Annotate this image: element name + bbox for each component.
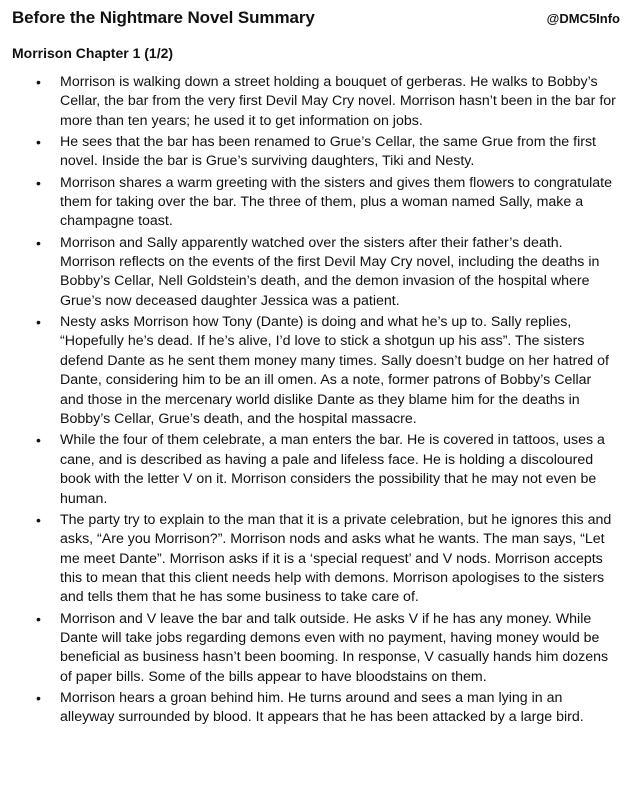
document-title: Before the Nightmare Novel Summary bbox=[12, 8, 315, 27]
bullet-icon: • bbox=[36, 234, 41, 251]
bullet-icon: • bbox=[36, 610, 41, 627]
bullet-text: Morrison hears a groan behind him. He turns around and sees a man lying in an alleyway surrounded by blood. It appears that he has been attacked by a large bird. bbox=[60, 689, 584, 726]
summary-bullet bbox=[12, 689, 622, 728]
bullet-icon: • bbox=[36, 74, 41, 90]
bullet-icon: • bbox=[36, 511, 41, 528]
bullet-icon: • bbox=[36, 432, 41, 449]
summary-bullet-list bbox=[12, 73, 622, 728]
bullet-text: Morrison is walking down a street holding a bouquet of gerberas. He walks to Bobby’s Cellar, the bar from the very first Devil May Cry novel. Morrison hasn’t been in the bar for more than ten years; he used it to get information on jobs. bbox=[60, 74, 616, 129]
chapter-subtitle: Morrison Chapter 1 (1/2) bbox=[12, 45, 174, 61]
bullet-text: While the four of them celebrate, a man enters the bar. He is covered in tattoos, uses a cane, and is described as having a pale and lifeless face. He is holding a discoloured book with the letter V on it. Morrison considers the possibility that he may not even be human. bbox=[60, 432, 605, 507]
bullet-text: Morrison and Sally apparently watched over the sisters after their father’s death. Morrison reflects on the events of the first Devil May Cry novel, including the deaths in Bobby’s Cellar, Nell Goldstein’s death, and the demon invasion of the hospital where Grue’s now deceased daughter Jessica was a patient. bbox=[60, 234, 600, 309]
bullet-text: He sees that the bar has been renamed to Grue’s Cellar, the same Grue from the first novel. Inside the bar is Grue’s surviving daughters, Tiki and Nesty. bbox=[60, 134, 596, 170]
summary-bullet bbox=[12, 234, 622, 312]
bullet-text: Morrison shares a warm greeting with the sisters and gives them flowers to congratulate them for taking over the bar. The three of them, plus a woman named Sally, make a champagne toast. bbox=[60, 174, 612, 230]
summary-bullet bbox=[12, 431, 622, 509]
bullet-text: The party try to explain to the man that it is a private celebration, but he ignores this and asks, “Are you Morrison?”. Morrison nods and asks what he wants. The man says, “Let me meet Dante”. Morrison asks if it is a ‘special request’ and V nods. Morrison accepts this to mean that this client needs help with demons. Morrison apologises to the sisters and tells them that he has some business to take care of. bbox=[60, 511, 612, 606]
summary-bullet bbox=[12, 133, 622, 172]
bullet-icon: • bbox=[36, 314, 41, 331]
summary-bullet bbox=[12, 73, 622, 131]
page-header bbox=[12, 8, 622, 30]
bullet-text: Nesty asks Morrison how Tony (Dante) is doing and what he’s up to. Sally replies, “Hopefully he’s dead. If he’s alive, I’d love to stick a shotgun up his ass”. The sisters defend Dante as he sent them money many times. Sally doesn’t budge on her hatred of Dante, considering him to be an ill omen. As a note, former patrons of Bobby’s Cellar and those in the mercenary world dislike Dante as they blame him for the deaths in Bobby’s Cellar, Grue’s death, and the hospital massacre. bbox=[60, 314, 609, 428]
summary-bullet bbox=[12, 174, 622, 232]
bullet-icon: • bbox=[36, 174, 41, 191]
bullet-text: Morrison and V leave the bar and talk outside. He asks V if he has any money. While Dante will take jobs regarding demons even with no payment, having money would be beneficial as business hasn’t been booming. In response, V casually hands him dozens of paper bills. Some of the bills appear to have bloodstains on them. bbox=[60, 610, 609, 685]
summary-bullet bbox=[12, 610, 622, 688]
bullet-icon: • bbox=[36, 689, 41, 706]
author-handle: @DMC5Info bbox=[546, 11, 620, 26]
summary-bullet bbox=[12, 313, 622, 429]
summary-bullet bbox=[12, 511, 622, 608]
bullet-icon: • bbox=[36, 134, 41, 151]
